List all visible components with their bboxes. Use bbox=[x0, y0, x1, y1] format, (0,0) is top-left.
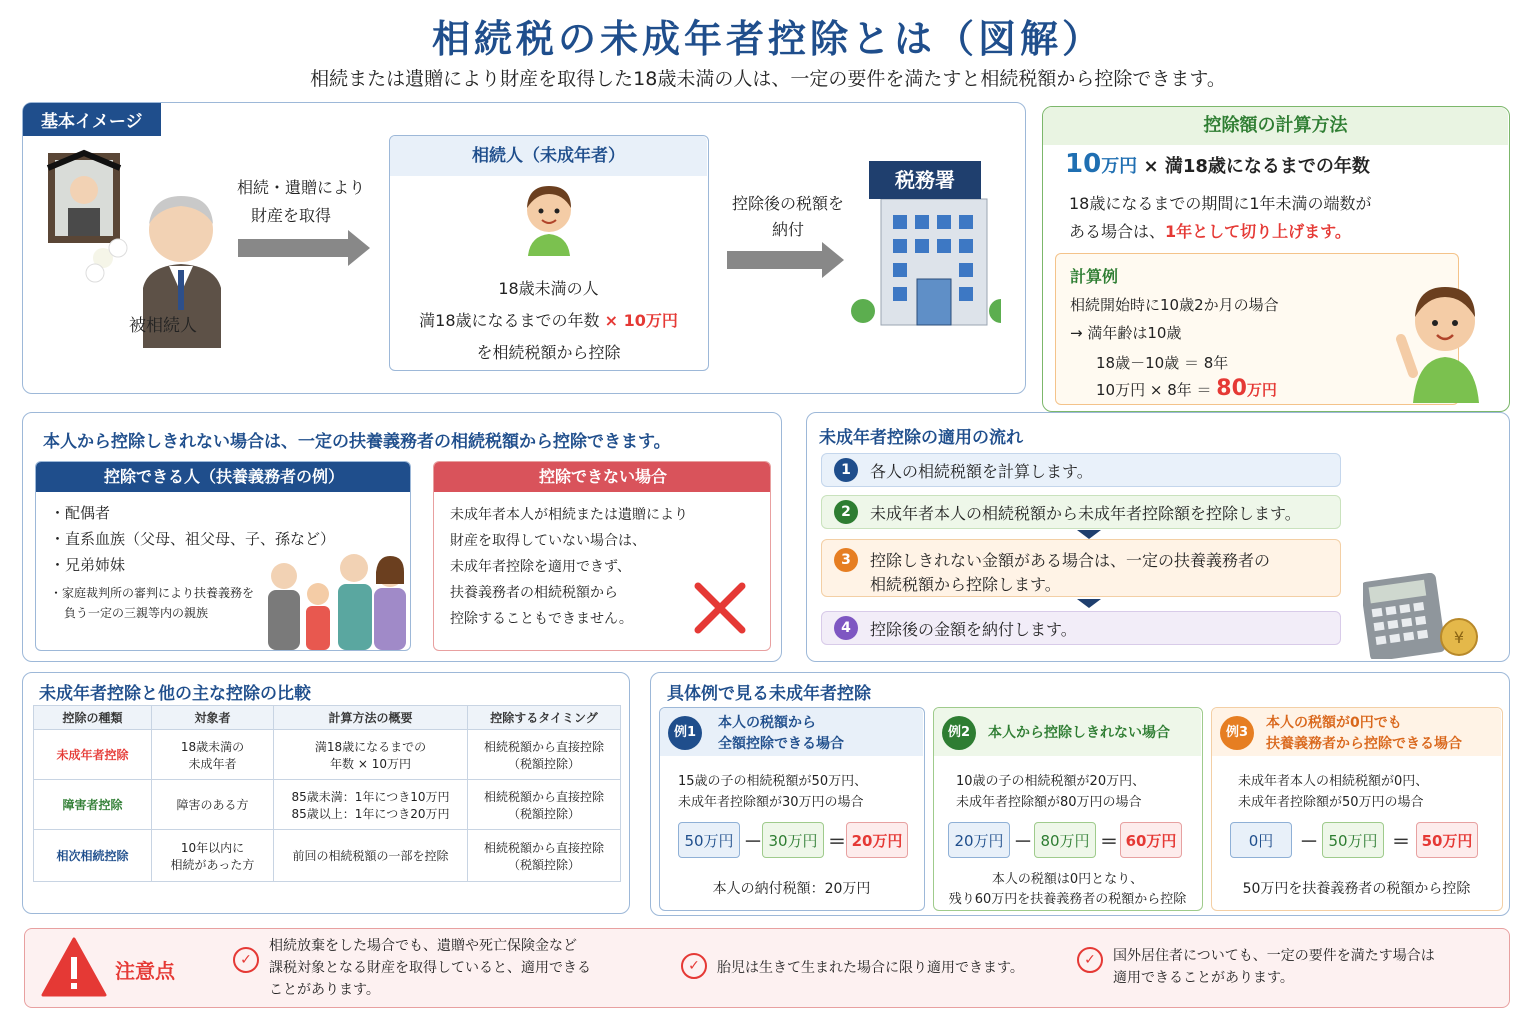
can-item-4-text1: 家庭裁判所の審判により扶養義務を bbox=[62, 586, 255, 600]
compare-cell-text: 85歳未満：1年につき10万円 bbox=[291, 789, 450, 804]
compare-cell-text: 前回の相続税額の一部を控除 bbox=[292, 849, 449, 863]
flow-step-3-text2: 相続税額から控除します。 bbox=[870, 575, 1061, 594]
can-item-4-line2: 負う一定の三親等内の親族 bbox=[64, 606, 209, 620]
example-2-tax-box: 20万円 bbox=[948, 822, 1010, 858]
heir-line1: 18歳未満の人 bbox=[498, 279, 599, 298]
flow-arrow-2 bbox=[1077, 599, 1101, 608]
cannot-line-4: 扶養義務者の相続税額から bbox=[450, 585, 618, 601]
deceased-label: 被相続人 bbox=[129, 316, 197, 336]
compare-cell-method bbox=[274, 830, 468, 882]
example-card-3 bbox=[1211, 707, 1503, 911]
example-card-2 bbox=[933, 707, 1203, 911]
example-3-desc-line1: 未成年者本人の相続税額が0円、 bbox=[1238, 774, 1429, 789]
compare-cell-text: 相続税額から直接控除 bbox=[483, 739, 604, 754]
calculator-illustration bbox=[1363, 573, 1483, 663]
compare-header-type: 控除の種類 bbox=[34, 706, 152, 730]
example-3-result-box: 50万円 bbox=[1416, 822, 1478, 858]
family-illustration bbox=[262, 538, 411, 651]
example-2-foot-line1: 本人の税額は0円となり、 bbox=[991, 872, 1144, 887]
compare-title: 未成年者控除と他の主な控除の比較 bbox=[39, 684, 311, 704]
check-icon: ✓ bbox=[1077, 947, 1103, 973]
example-2-equals: ＝ bbox=[1100, 832, 1118, 853]
check-icon: ✓ bbox=[233, 947, 259, 973]
cannot-line-1: 未成年者本人が相続または遺贈により bbox=[450, 507, 688, 523]
table-row bbox=[34, 780, 621, 830]
can-item-1-text: 配偶者 bbox=[65, 504, 111, 522]
can-deduct-title: 控除できる人（扶養義務者の例） bbox=[36, 462, 411, 492]
example-2-desc-line1: 10歳の子の相続税額が20万円、 bbox=[956, 774, 1146, 789]
cannot-line-3: 未成年者控除を適用できず、 bbox=[450, 559, 631, 575]
example-1-desc-line1: 15歳の子の相続税額が50万円、 bbox=[678, 774, 868, 789]
compare-cell-timing bbox=[468, 830, 621, 882]
example-1-badge: 例1 bbox=[668, 716, 702, 750]
example-2-result-box: 60万円 bbox=[1120, 822, 1182, 858]
note-1-line2: 課税対象となる財産を取得していると、適用できる bbox=[269, 960, 591, 976]
example-card-1 bbox=[659, 707, 925, 911]
table-row bbox=[34, 830, 621, 882]
examples-panel bbox=[650, 672, 1510, 916]
arrow1-label-line2: 財産を取得 bbox=[250, 206, 331, 225]
example-2-badge: 例2 bbox=[942, 716, 976, 750]
compare-cell-text: 障害のある方 bbox=[176, 798, 249, 812]
cannot-line-5: 控除することもできません。 bbox=[450, 611, 633, 627]
cannot-deduct-box bbox=[433, 461, 771, 651]
arrow2-label-line2: 納付 bbox=[771, 220, 804, 239]
calc-panel bbox=[1042, 106, 1510, 412]
arrow2-label-line1: 控除後の税額を bbox=[731, 194, 844, 213]
compare-header-target: 対象者 bbox=[152, 706, 274, 730]
calc-example-result-amount: 80 bbox=[1216, 376, 1247, 401]
example-3-desc-line2: 未成年者控除額が50万円の場合 bbox=[1238, 795, 1424, 810]
compare-cell-text: 年数 × 10万円 bbox=[330, 756, 411, 771]
flow-step-2 bbox=[821, 495, 1341, 529]
heir-line2-text: 満18歳になるまでの年数 bbox=[419, 311, 600, 330]
calc-formula bbox=[1065, 149, 1370, 179]
flow-panel bbox=[806, 412, 1510, 662]
compare-header-method: 計算方法の概要 bbox=[274, 706, 468, 730]
compare-cell-text: （税額控除） bbox=[507, 857, 580, 872]
example-3-head-line1: 本人の税額が0円でも bbox=[1266, 715, 1402, 731]
calc-note1: 18歳になるまでの期間に1年未満の端数が bbox=[1069, 194, 1372, 213]
example-2-minus: － bbox=[1014, 832, 1032, 853]
compare-cell-method bbox=[274, 730, 468, 780]
flow-step-4-text: 控除後の金額を納付します。 bbox=[870, 619, 1077, 639]
tax-office-sign: 税務署 bbox=[869, 161, 981, 199]
compare-table bbox=[33, 705, 621, 882]
compare-header-timing: 控除するタイミング bbox=[468, 706, 621, 730]
compare-cell-name: 相次相続控除 bbox=[34, 830, 152, 882]
note-2-line1: 胎児は生きて生まれた場合に限り適用できます。 bbox=[717, 960, 1024, 976]
cannot-deduct-title: 控除できない場合 bbox=[434, 462, 771, 492]
arrow1 bbox=[238, 239, 348, 257]
compare-cell-text: （税額控除） bbox=[507, 756, 580, 771]
example-1-tax-box: 50万円 bbox=[678, 822, 740, 858]
heir-line3: を相続税額から控除 bbox=[476, 343, 621, 362]
flow-arrow-1 bbox=[1077, 530, 1101, 539]
compare-cell-name: 未成年者控除 bbox=[34, 730, 152, 780]
example-3-tax-box: 0円 bbox=[1230, 822, 1292, 858]
calc-example-result-unit: 万円 bbox=[1246, 381, 1277, 399]
compare-cell-text: 未成年者 bbox=[188, 756, 237, 771]
compare-cell-target bbox=[152, 730, 274, 780]
compare-panel bbox=[22, 672, 630, 914]
can-item-3-text: 兄弟姉妹 bbox=[65, 556, 126, 574]
example-3-foot: 50万円を扶養義務者の税額から控除 bbox=[1242, 881, 1471, 897]
heir-line2 bbox=[390, 308, 707, 331]
child-illustration bbox=[516, 180, 582, 260]
calc-formula-unit: 万円 bbox=[1101, 156, 1138, 177]
calc-note2 bbox=[1069, 219, 1351, 242]
example-1-deduction-box: 30万円 bbox=[762, 822, 824, 858]
warning-icon bbox=[41, 937, 107, 1001]
heir-box bbox=[389, 135, 709, 371]
flow-step-1-number: 1 bbox=[834, 458, 858, 482]
support-title: 本人から控除しきれない場合は、一定の扶養義務者の相続税額から控除できます。 bbox=[43, 432, 671, 452]
example-3-deduction-box: 50万円 bbox=[1322, 822, 1384, 858]
pointing-child-illustration bbox=[1383, 273, 1493, 407]
svg-text:¥: ¥ bbox=[1453, 628, 1465, 647]
flow-step-3-text1: 控除しきれない金額がある場合は、一定の扶養義務者の bbox=[870, 551, 1271, 570]
calc-example-line4-text: 10万円 × 8年 ＝ bbox=[1096, 381, 1212, 399]
calc-note2-red: 1年として切り上げます。 bbox=[1165, 222, 1351, 241]
cross-icon bbox=[692, 580, 748, 640]
example-1-equals: ＝ bbox=[828, 832, 846, 853]
example-1-desc-line2: 未成年者控除額が30万円の場合 bbox=[678, 795, 864, 810]
compare-cell-text: 満18歳になるまでの bbox=[314, 739, 427, 754]
flow-step-2-number: 2 bbox=[834, 500, 858, 524]
can-item-4-line1: ・家庭裁判所の審判により扶養義務を bbox=[50, 586, 255, 600]
note-1-line1: 相続放棄をした場合でも、遺贈や死亡保険金など bbox=[269, 938, 577, 954]
example-2-desc-line2: 未成年者控除額が80万円の場合 bbox=[956, 795, 1142, 810]
support-panel bbox=[22, 412, 782, 662]
example-3-minus: － bbox=[1300, 832, 1318, 853]
example-1-result-box: 20万円 bbox=[846, 822, 908, 858]
flow-step-2-text: 未成年者本人の相続税額から未成年者控除額を控除します。 bbox=[870, 503, 1301, 523]
arrow1-label-line1: 相続・遺贈により bbox=[236, 178, 365, 197]
cannot-line-2: 財産を取得していない場合は、 bbox=[450, 533, 646, 549]
note-3-line1: 国外居住者についても、一定の要件を満たす場合は bbox=[1113, 948, 1435, 964]
calc-example-title: 計算例 bbox=[1070, 267, 1119, 286]
notes-title: 注意点 bbox=[115, 959, 175, 983]
example-1-head-line1: 本人の税額から bbox=[718, 715, 816, 731]
can-deduct-box bbox=[35, 461, 411, 651]
calc-note2-text: ある場合は、 bbox=[1069, 222, 1166, 241]
page-title: 相続税の未成年者控除とは（図解） bbox=[431, 17, 1104, 61]
can-item-3: ・兄弟姉妹 bbox=[50, 556, 126, 574]
calc-example-line2: → 満年齢は10歳 bbox=[1070, 324, 1182, 342]
compare-cell-text: 85歳以上：1年につき20万円 bbox=[291, 806, 450, 821]
compare-cell-text: 相続があった方 bbox=[170, 857, 255, 872]
calc-formula-amount: 10 bbox=[1065, 149, 1102, 179]
check-icon: ✓ bbox=[681, 953, 707, 979]
compare-cell-method bbox=[274, 780, 468, 830]
calc-example-line3: 18歳－10歳 ＝ 8年 bbox=[1096, 354, 1229, 372]
example-1-head-line2: 全額控除できる場合 bbox=[718, 736, 844, 752]
compare-header-row bbox=[34, 706, 621, 730]
compare-cell-timing bbox=[468, 780, 621, 830]
calc-title: 控除額の計算方法 bbox=[1043, 107, 1508, 145]
compare-cell-name: 障害者控除 bbox=[34, 780, 152, 830]
example-3-equals: ＝ bbox=[1392, 832, 1410, 853]
flow-step-3 bbox=[821, 539, 1341, 597]
compare-cell-text: 18歳未満の bbox=[180, 739, 245, 754]
basic-image-panel bbox=[22, 102, 1026, 394]
can-item-2-text: 直系血族（父母、祖父母、子、孫など） bbox=[65, 530, 336, 548]
flow-step-1-text: 各人の相続税額を計算します。 bbox=[870, 461, 1093, 481]
compare-cell-text: 相続税額から直接控除 bbox=[483, 840, 604, 855]
example-2-deduction-box: 80万円 bbox=[1034, 822, 1096, 858]
page-subtitle: 相続または遺贈により財産を取得した18歳未満の人は、一定の要件を満たすと相続税額から控除できます。 bbox=[310, 68, 1226, 90]
example-2-foot-line2: 残り60万円を扶養義務者の税額から控除 bbox=[948, 892, 1187, 907]
example-1-foot: 本人の納付税額：20万円 bbox=[712, 881, 871, 897]
note-3-line2: 適用できることがあります。 bbox=[1113, 970, 1294, 986]
heir-title: 相続人（未成年者） bbox=[390, 136, 707, 176]
compare-cell-text: 相続税額から直接控除 bbox=[483, 789, 604, 804]
example-3-badge: 例3 bbox=[1220, 716, 1254, 750]
arrow2 bbox=[727, 251, 822, 269]
flow-step-1 bbox=[821, 453, 1341, 487]
can-item-1: ・配偶者 bbox=[50, 504, 111, 522]
table-row bbox=[34, 730, 621, 780]
note-1-line3: ことがあります。 bbox=[269, 982, 380, 998]
calc-example-line1: 相続開始時に10歳2か月の場合 bbox=[1070, 296, 1279, 314]
flow-step-4-number: 4 bbox=[834, 616, 858, 640]
notes-panel bbox=[24, 928, 1510, 1008]
compare-cell-timing bbox=[468, 730, 621, 780]
compare-cell-target bbox=[152, 780, 274, 830]
examples-title: 具体例で見る未成年者控除 bbox=[667, 684, 871, 704]
basic-image-tag: 基本イメージ bbox=[23, 103, 161, 136]
example-2-head-line1: 本人から控除しきれない場合 bbox=[988, 725, 1170, 741]
flow-step-3-number: 3 bbox=[834, 548, 858, 572]
can-item-2: ・直系血族（父母、祖父母、子、孫など） bbox=[50, 530, 336, 548]
example-3-head-line2: 扶養義務者から控除できる場合 bbox=[1266, 736, 1462, 752]
compare-cell-text: 10年以内に bbox=[180, 840, 245, 855]
compare-cell-text: （税額控除） bbox=[507, 806, 580, 821]
flow-step-4 bbox=[821, 611, 1341, 645]
heir-line2-amount: × 10万円 bbox=[604, 311, 678, 330]
compare-cell-target bbox=[152, 830, 274, 882]
example-1-minus: － bbox=[744, 832, 762, 853]
calc-example-line4 bbox=[1096, 376, 1277, 401]
flow-title: 未成年者控除の適用の流れ bbox=[819, 428, 1023, 448]
calc-formula-rest: × 満18歳になるまでの年数 bbox=[1143, 156, 1370, 177]
